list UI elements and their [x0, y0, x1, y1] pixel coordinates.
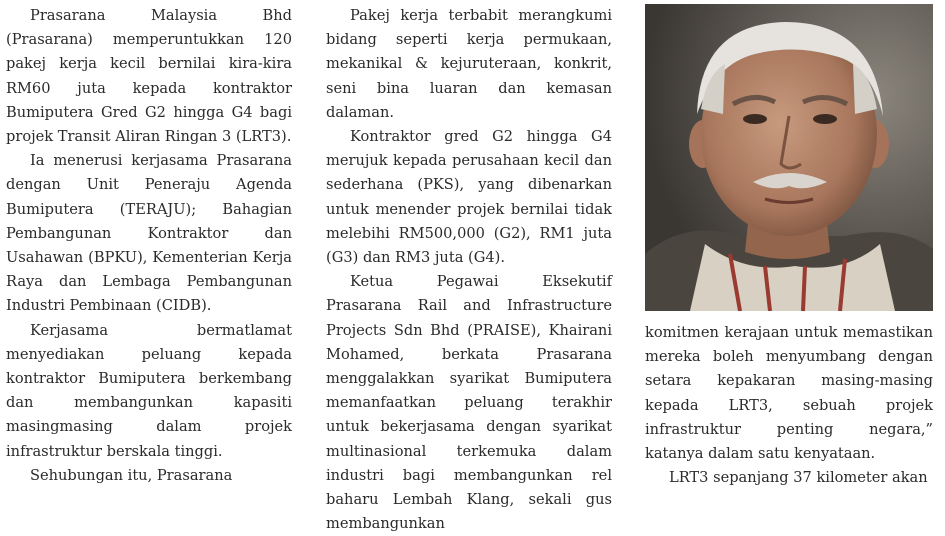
paragraph: Kerjasama bermatlamat menyediakan peluang kepada kontraktor Bumiputera berkembang dan membangunkan kapasiti masingmasing dalam projek infrastruktur berskala tinggi. [6, 321, 292, 460]
paragraph: Kontraktor gred G2 hingga G4 merujuk kepada perusahaan kecil dan sederhana (PKS), yang dibenarkan untuk menender projek bernilai tidak melebihi RM500,000 (G2), RM1 juta (G3) dan RM3 juta (G4). [326, 128, 612, 267]
article-column-3 [645, 4, 933, 490]
portrait-photo [645, 4, 933, 311]
article-column-1 [6, 4, 292, 488]
article-column-2 [326, 4, 612, 536]
paragraph: komitmen kerajaan untuk memastikan mereka boleh menyumbang dengan setara kepakaran masing-masing kepada LRT3, sebuah projek infrastruktur penting negara,” katanya dalam satu kenyataan. [645, 324, 933, 463]
paragraph: Prasarana Malaysia Bhd (Prasarana) memperuntukkan 120 pakej kerja kecil bernilai kira-kira RM60 juta kepada kontraktor Bumiputera Gred G2 hingga G4 bagi projek Transit Aliran Ringan 3 (LRT3). [6, 7, 292, 146]
column-3-text [645, 321, 933, 490]
paragraph: Sehubungan itu, Prasarana [30, 466, 233, 484]
paragraph: Ia menerusi kerjasama Prasarana dengan Unit Peneraju Agenda Bumiputera (TERAJU); Bahagian Pembangunan Kontraktor dan Usahawan (BPKU), Kementerian Kerja Raya dan Lembaga Pembangunan Industri Pembinaan (CIDB). [6, 152, 292, 315]
paragraph: LRT3 sepanjang 37 kilometer akan [669, 469, 928, 487]
paragraph: Pakej kerja terbabit merangkumi bidang seperti kerja permukaan, mekanikal & kejuruteraan, konkrit, seni bina luaran dan kemasan dalaman. [326, 7, 612, 121]
paragraph: Ketua Pegawai Eksekutif Prasarana Rail and Infrastructure Projects Sdn Bhd (PRAISE), Khairani Mohamed, berkata Prasarana menggalakkan syarikat Bumiputera memanfaatkan peluang terakhir untuk bekerjasama dengan syarikat multinasional terkemuka dalam industri bagi membangunkan rel baharu Lembah Klang, sekali gus membangunkan [326, 273, 612, 533]
portrait-illustration [645, 4, 933, 311]
